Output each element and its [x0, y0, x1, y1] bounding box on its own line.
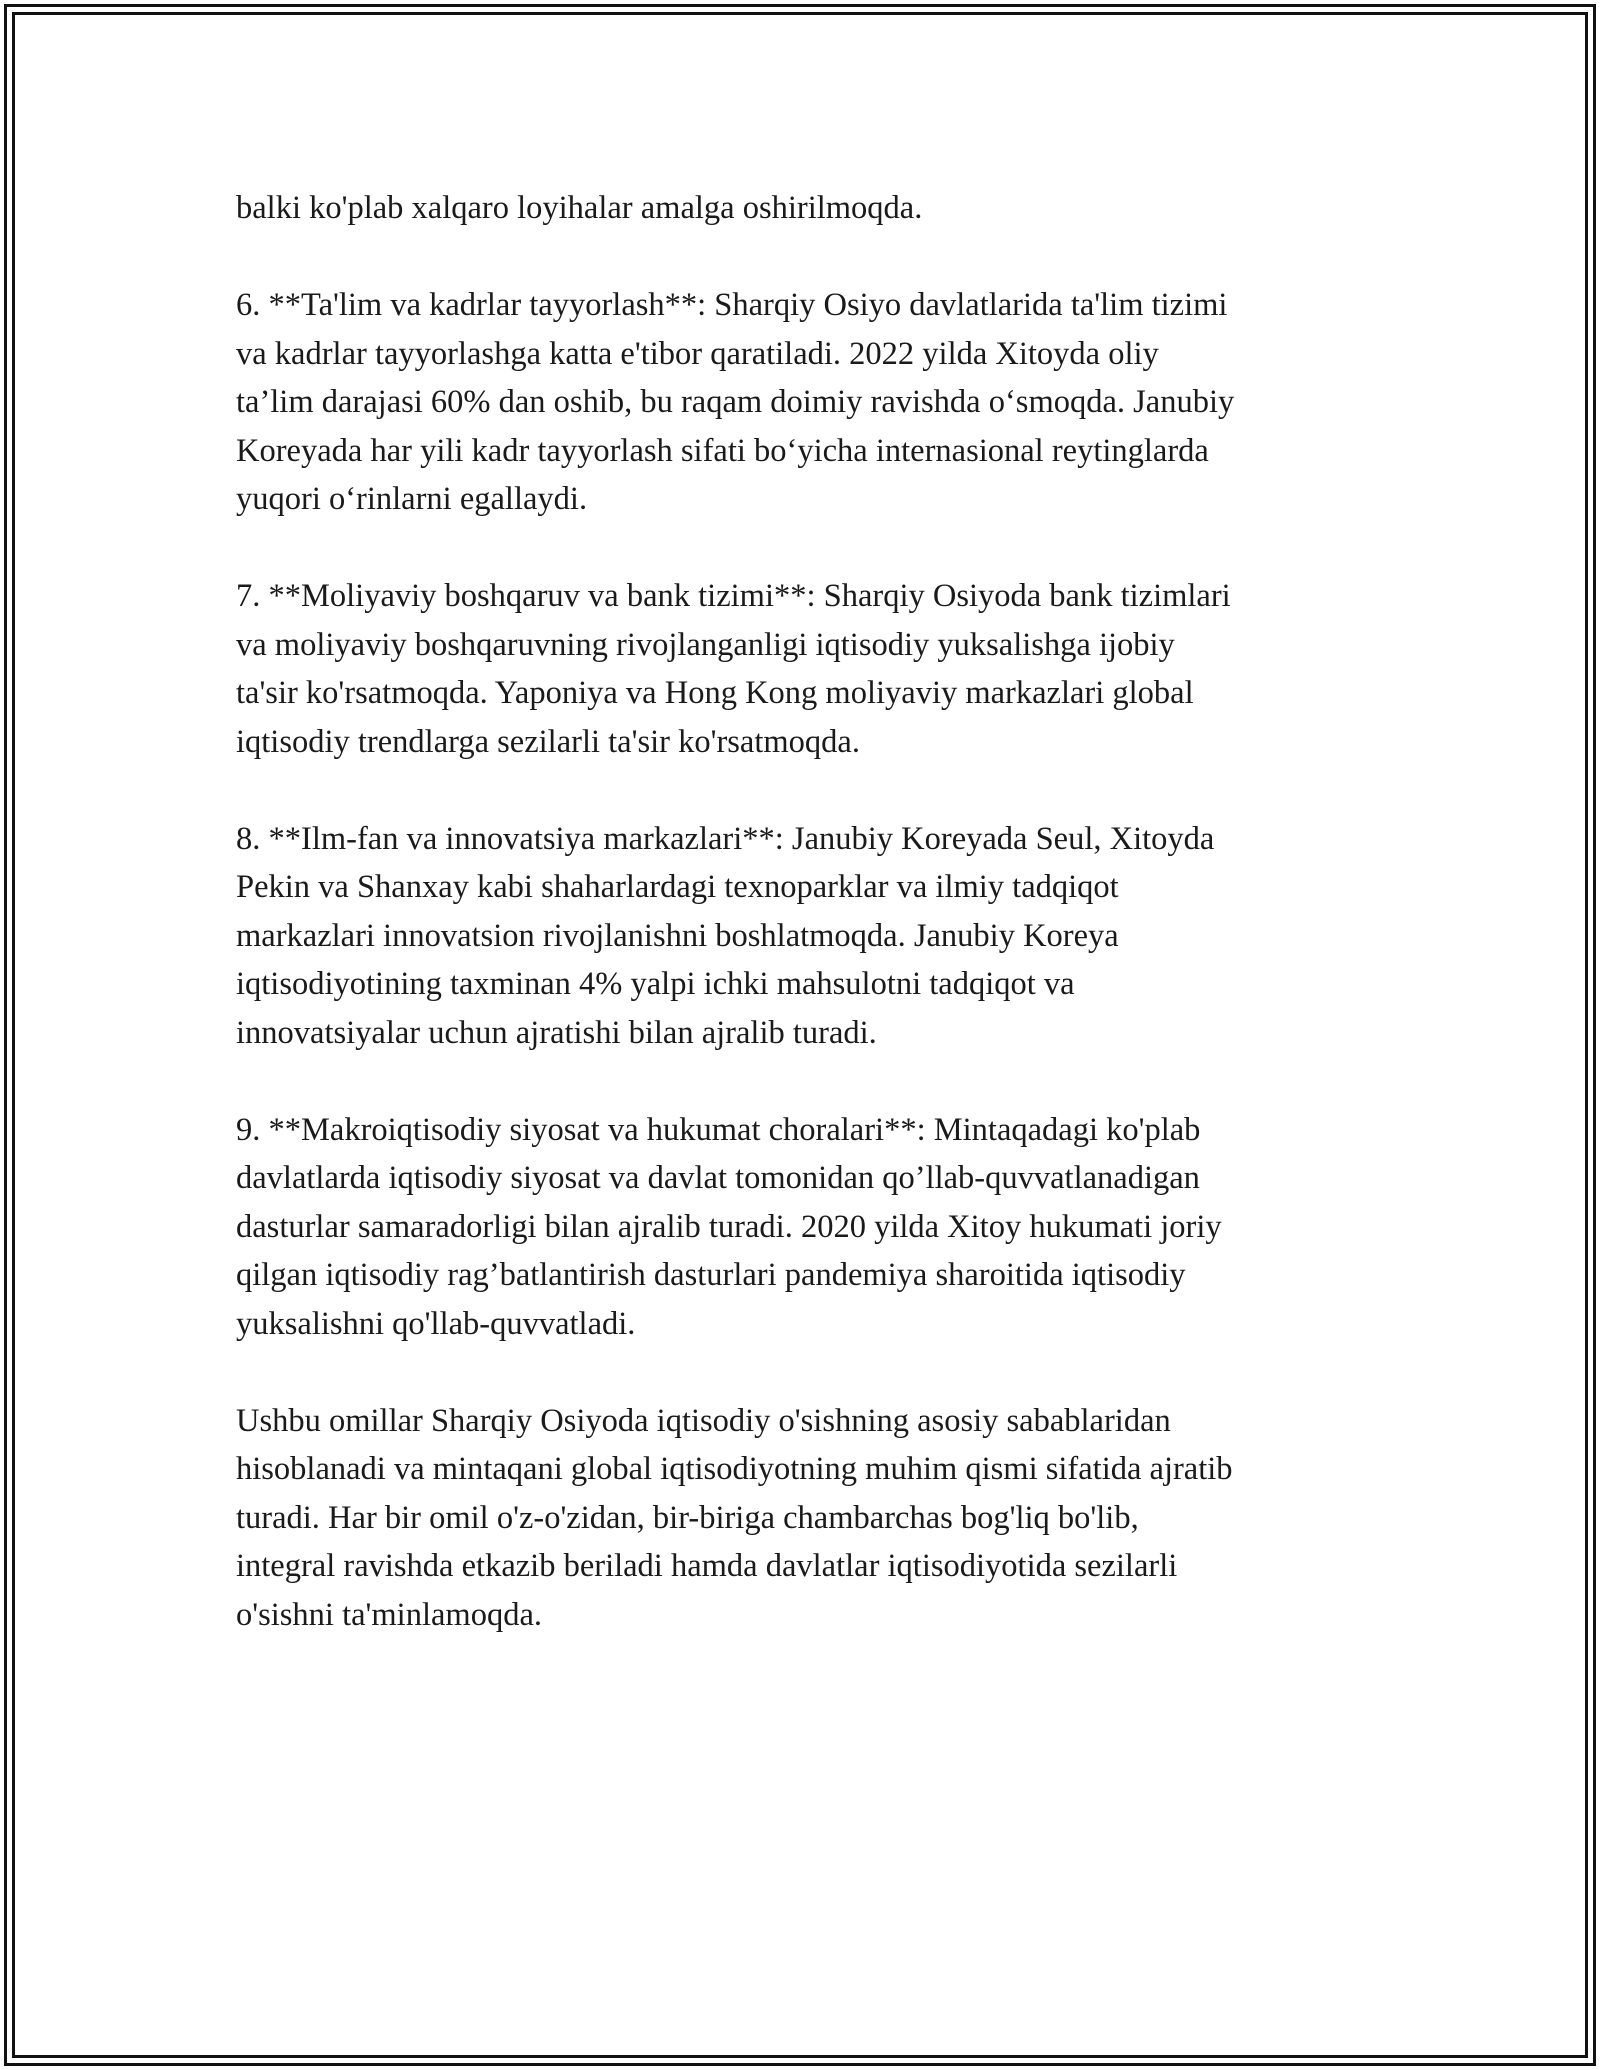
text-line: davlatlarda iqtisodiy siyosat va davlat tomonidan qo’llab-quvvatlanadigan	[236, 1160, 1200, 1196]
text-line: hisoblanadi va mintaqani global iqtisodiyotning muhim qismi sifatida ajratib	[236, 1451, 1233, 1487]
text-line: yuksalishni qo'llab-quvvatladi.	[236, 1305, 636, 1342]
text-line: 6. **Ta'lim va kadrlar tayyorlash**: Sharqiy Osiyo davlatlarida ta'lim tizimi	[236, 287, 1228, 323]
text-line: va moliyaviy boshqaruvning rivojlanganligi iqtisodiy yuksalishga ijobiy	[236, 626, 1175, 663]
paragraph-item-8	[236, 815, 1376, 1058]
text-line: integral ravishda etkazib beriladi hamda davlatlar iqtisodiyotida sezilarli	[236, 1548, 1178, 1584]
text-line: balki ko'plab xalqaro loyihalar amalga oshirilmoqda.	[236, 190, 923, 226]
text-line: va kadrlar tayyorlashga katta e'tibor qaratiladi. 2022 yilda Xitoyda oliy	[236, 335, 1159, 372]
text-line: yuqori o‘rinlarni egallaydi.	[236, 481, 588, 517]
text-line: 7. **Moliyaviy boshqaruv va bank tizimi**: Sharqiy Osiyoda bank tizimlari	[236, 578, 1231, 614]
text-line: qilgan iqtisodiy rag’batlantirish dasturlari pandemiya sharoitida iqtisodiy	[236, 1257, 1186, 1293]
document-body	[236, 184, 1376, 1639]
text-line: Koreyada har yili kadr tayyorlash sifati bo‘yicha internasional reytinglarda	[236, 432, 1209, 469]
text-line: iqtisodiyotining taxminan 4% yalpi ichki mahsulotni tadqiqot va	[236, 966, 1075, 1002]
text-line: markazlari innovatsion rivojlanishni boshlatmoqda. Janubiy Koreya	[236, 917, 1119, 954]
text-line: 9. **Makroiqtisodiy siyosat va hukumat choralari**: Mintaqadagi ko'plab	[236, 1111, 1201, 1148]
text-line: 8. **Ilm-fan va innovatsiya markazlari**: Janubiy Koreyada Seul, Xitoyda	[236, 820, 1215, 857]
paragraph-intro-continuation	[236, 184, 1376, 233]
paragraph-item-6	[236, 281, 1376, 524]
text-line: o'sishni ta'minlamoqda.	[236, 1596, 542, 1633]
paragraph-item-9	[236, 1106, 1376, 1349]
text-line: Pekin va Shanxay kabi shaharlardagi texnoparklar va ilmiy tadqiqot	[236, 869, 1119, 905]
text-line: innovatsiyalar uchun ajratishi bilan ajralib turadi.	[236, 1014, 877, 1051]
paragraph-conclusion	[236, 1397, 1376, 1640]
text-line: dasturlar samaradorligi bilan ajralib turadi. 2020 yilda Xitoy hukumati joriy	[236, 1208, 1222, 1245]
paragraph-item-7	[236, 572, 1376, 766]
text-line: ta’lim darajasi 60% dan oshib, bu raqam doimiy ravishda o‘smoqda. Janubiy	[236, 384, 1235, 420]
text-line: turadi. Har bir omil o'z-o'zidan, bir-biriga chambarchas bog'liq bo'lib,	[236, 1499, 1139, 1536]
text-line: Ushbu omillar Sharqiy Osiyoda iqtisodiy o'sishning asosiy sabablaridan	[236, 1402, 1171, 1439]
text-line: iqtisodiy trendlarga sezilarli ta'sir ko'rsatmoqda.	[236, 723, 860, 760]
text-line: ta'sir ko'rsatmoqda. Yaponiya va Hong Kong moliyaviy markazlari global	[236, 675, 1194, 711]
